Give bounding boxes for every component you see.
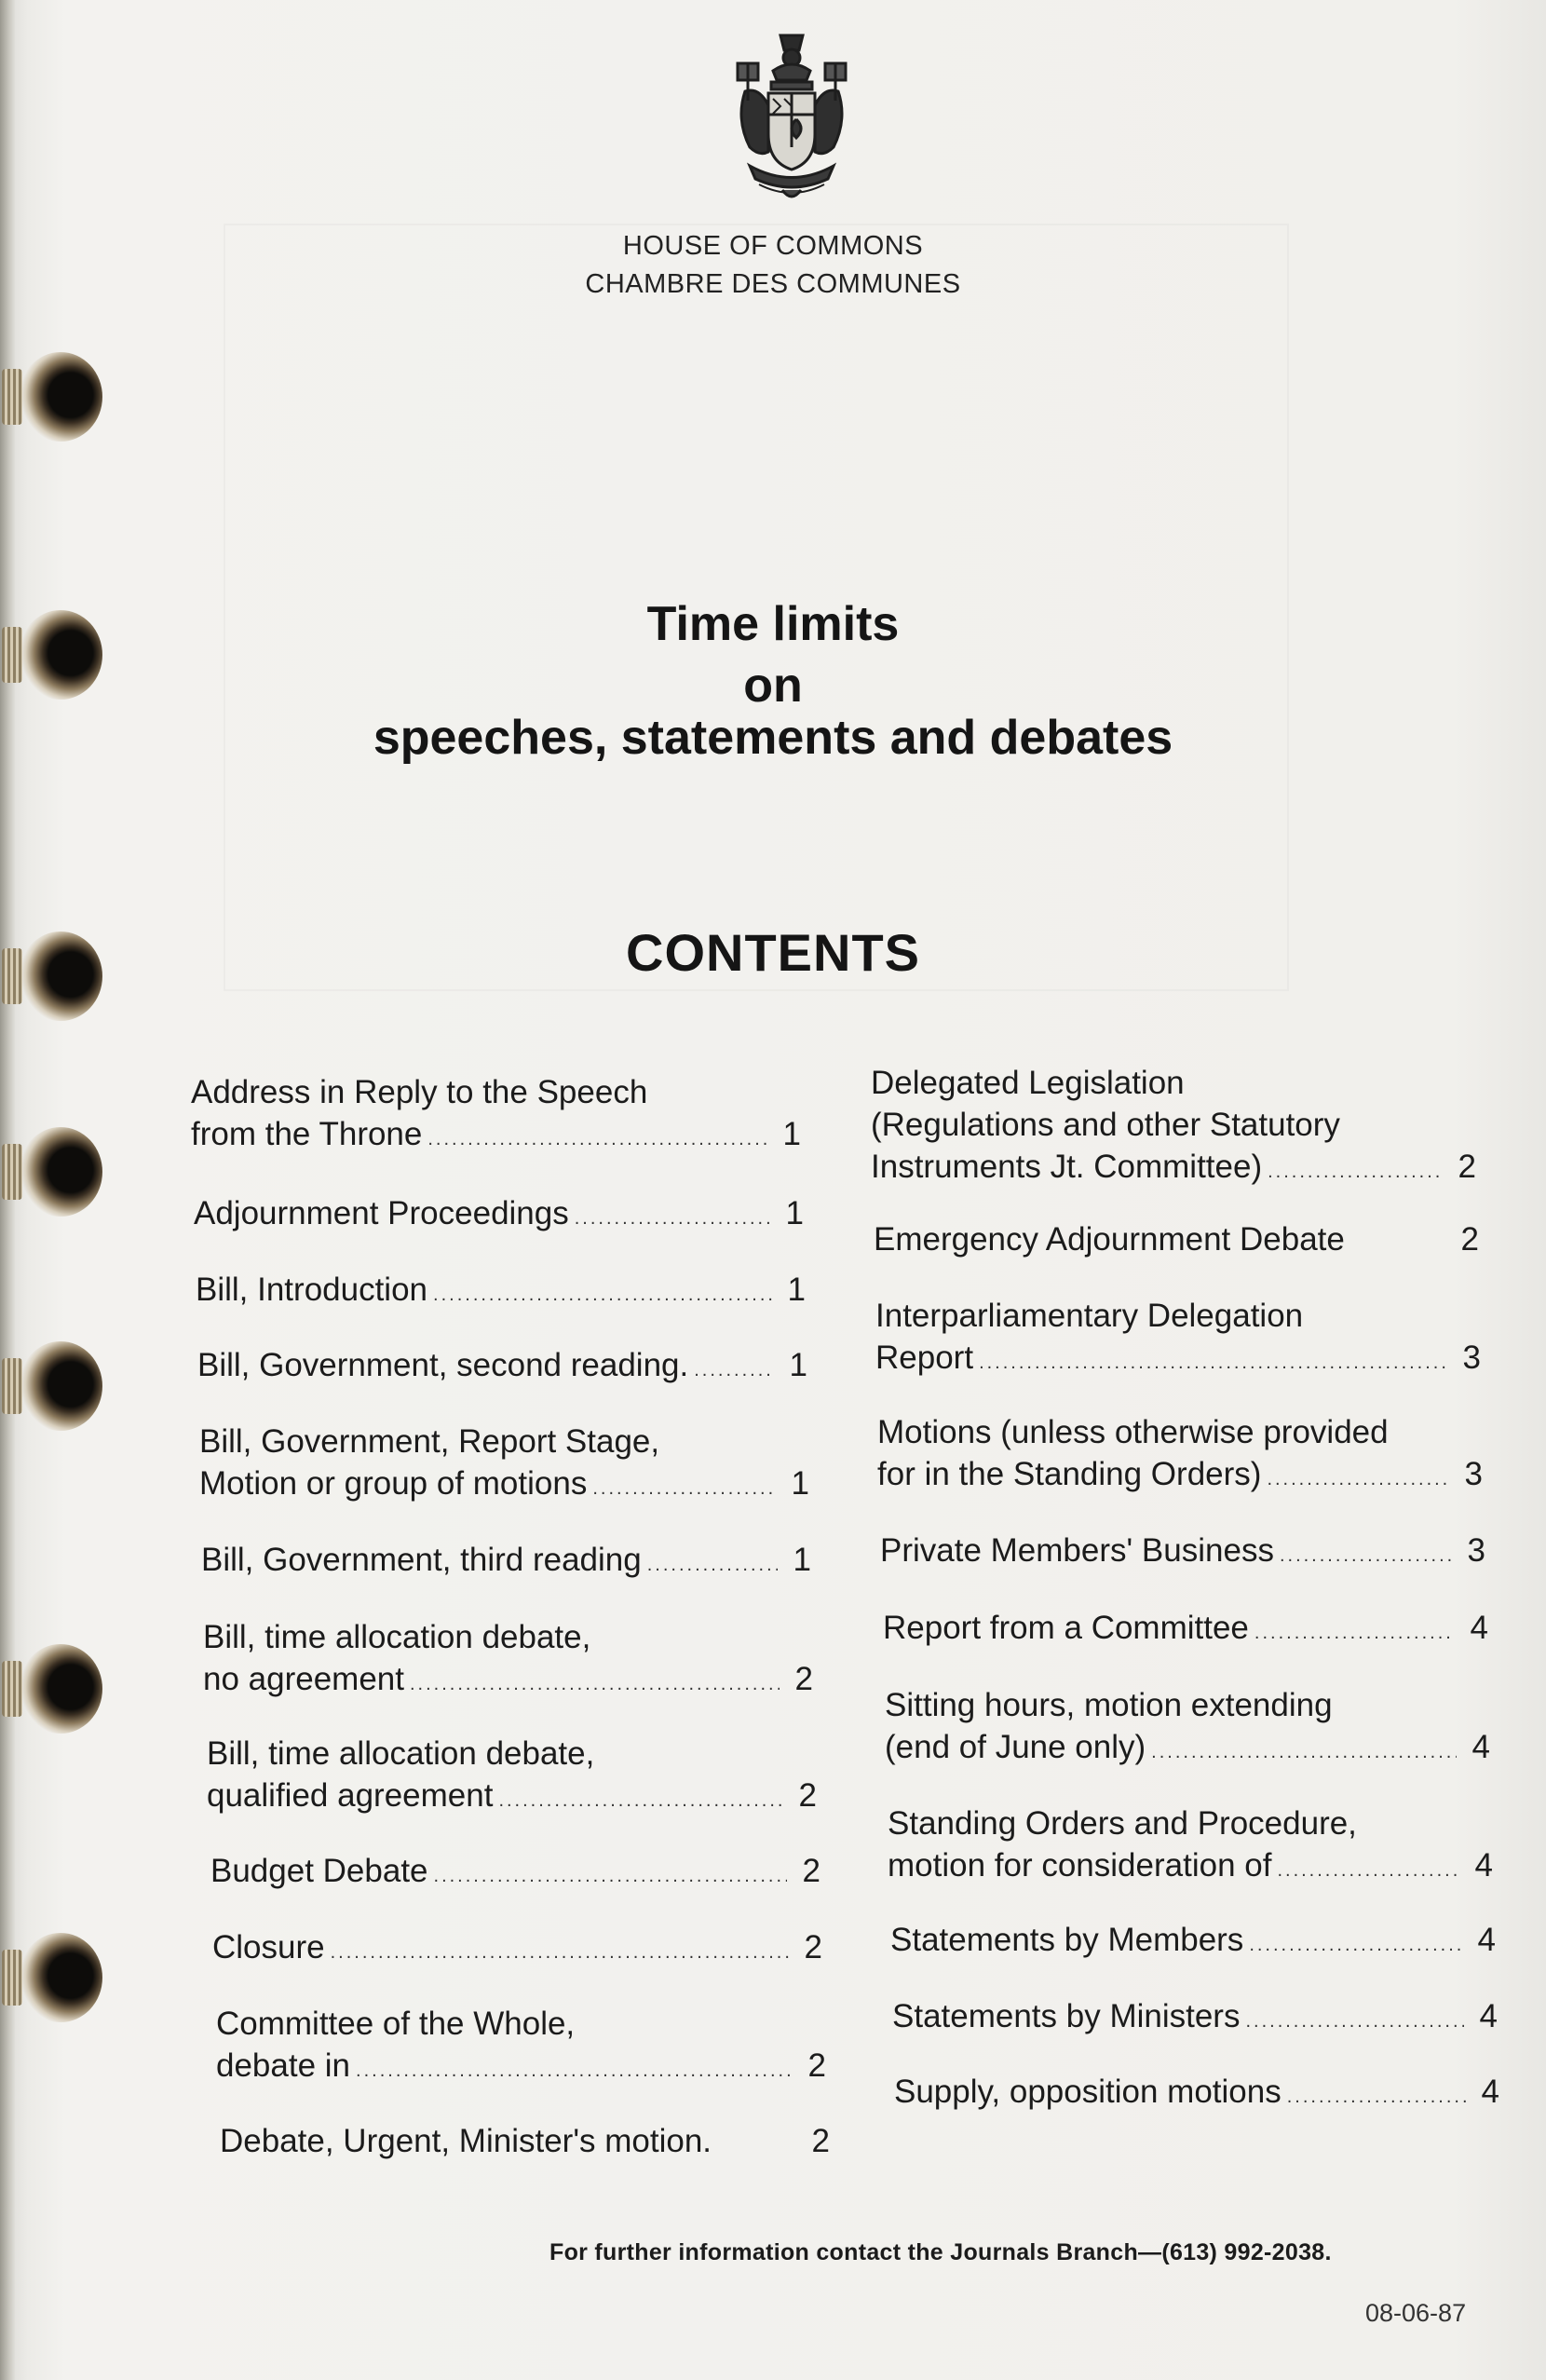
toc-entry-label: Supply, opposition motions xyxy=(894,2074,1282,2110)
toc-entry[interactable] xyxy=(883,1607,1488,1654)
toc-page-number: 2 xyxy=(798,1777,817,1814)
coat-of-arms-icon xyxy=(717,26,866,212)
toc-entry-line: Delegated Legislation xyxy=(871,1065,1185,1101)
dot-leader xyxy=(1245,2001,1464,2043)
dot-leader xyxy=(410,1664,780,1706)
title-line-1: Time limits xyxy=(646,597,900,651)
toc-entry-line: Bill, time allocation debate, xyxy=(207,1735,595,1772)
toc-entry-label: Bill, Introduction xyxy=(196,1272,428,1308)
toc-entry-label: Adjournment Proceedings xyxy=(194,1195,569,1231)
toc-page-number: 1 xyxy=(787,1272,806,1308)
toc-entry-label: qualified agreement xyxy=(207,1777,494,1814)
document-date: 08-06-87 xyxy=(1365,2299,1467,2327)
toc-entry-label: motion for consideration of xyxy=(888,1847,1272,1884)
dot-leader xyxy=(647,1544,778,1586)
header-line-english: HOUSE OF COMMONS xyxy=(622,231,924,261)
toc-entry[interactable] xyxy=(191,1071,801,1161)
toc-entry-line: Bill, time allocation debate, xyxy=(203,1619,591,1655)
title-line-3: speeches, statements and debates xyxy=(373,711,1173,765)
toc-page-number: 2 xyxy=(1458,1149,1476,1185)
toc-entry[interactable] xyxy=(871,1062,1476,1193)
toc-page-number: 2 xyxy=(1460,1221,1479,1258)
toc-entry-label: Report from a Committee xyxy=(883,1610,1249,1646)
toc-page-number: 3 xyxy=(1462,1340,1481,1376)
toc-entry-line: Interparliamentary Delegation xyxy=(875,1298,1304,1334)
dot-leader xyxy=(1254,1612,1455,1654)
toc-page-number: 4 xyxy=(1479,1998,1498,2034)
toc-page-number: 1 xyxy=(785,1195,804,1231)
toc-entry-line: Motions (unless otherwise provided xyxy=(877,1414,1389,1450)
toc-page-number: 2 xyxy=(802,1853,820,1889)
toc-entry-label: from the Throne xyxy=(191,1116,423,1152)
toc-entry[interactable] xyxy=(875,1295,1481,1384)
toc-entry[interactable] xyxy=(890,1919,1496,1966)
dot-leader xyxy=(979,1342,1447,1384)
dot-leader xyxy=(1277,1850,1459,1892)
dot-leader xyxy=(1267,1459,1449,1501)
toc-entry-label: no agreement xyxy=(203,1661,404,1697)
binder-hole xyxy=(19,352,102,442)
toc-entry[interactable] xyxy=(199,1421,809,1510)
dot-leader xyxy=(356,2050,793,2092)
toc-entry-label: for in the Standing Orders) xyxy=(877,1456,1262,1492)
dot-leader xyxy=(427,1119,767,1161)
toc-entry[interactable] xyxy=(194,1192,804,1240)
toc-page-number: 4 xyxy=(1470,1610,1488,1646)
header-line-french: CHAMBRE DES COMMUNES xyxy=(585,269,961,299)
toc-page-number: 4 xyxy=(1477,1922,1496,1958)
toc-entry-label: (end of June only) xyxy=(885,1729,1146,1765)
toc-entry-line: Bill, Government, Report Stage, xyxy=(199,1423,660,1460)
toc-entry-label: Emergency Adjournment Debate xyxy=(874,1221,1345,1258)
toc-page-number: 2 xyxy=(794,1661,813,1697)
toc-entry[interactable] xyxy=(220,2120,830,2168)
toc-entry-label: Bill, Government, third reading xyxy=(201,1542,642,1578)
toc-entry-label: Statements by Members xyxy=(890,1922,1244,1958)
toc-entry[interactable] xyxy=(885,1684,1490,1774)
toc-entry[interactable] xyxy=(877,1411,1483,1501)
dot-leader xyxy=(575,1198,770,1240)
dot-leader xyxy=(694,1350,774,1392)
dot-leader xyxy=(331,1932,789,1974)
dot-leader xyxy=(1287,2076,1466,2118)
contents-heading: CONTENTS xyxy=(626,923,920,982)
toc-entry[interactable] xyxy=(212,1926,822,1974)
toc-page-number: 1 xyxy=(791,1465,809,1502)
dot-leader xyxy=(1268,1151,1443,1193)
toc-entry-line: Sitting hours, motion extending xyxy=(885,1687,1333,1723)
toc-entry[interactable] xyxy=(888,1802,1493,1892)
toc-entry[interactable] xyxy=(210,1850,820,1897)
toc-page-number: 1 xyxy=(793,1542,811,1578)
toc-entry[interactable] xyxy=(880,1530,1485,1577)
toc-entry-label: Private Members' Business xyxy=(880,1532,1274,1569)
toc-entry[interactable] xyxy=(874,1218,1479,1266)
toc-page-number: 2 xyxy=(811,2123,830,2159)
toc-entry-label: Instruments Jt. Committee) xyxy=(871,1149,1263,1185)
toc-entry-label: Statements by Ministers xyxy=(892,1998,1241,2034)
dot-leader xyxy=(433,1274,772,1316)
toc-entry-line: Standing Orders and Procedure, xyxy=(888,1805,1357,1842)
toc-page-number: 3 xyxy=(1467,1532,1485,1569)
toc-page-number: 4 xyxy=(1474,1847,1493,1884)
toc-entry-line: Address in Reply to the Speech xyxy=(191,1074,648,1110)
toc-entry[interactable] xyxy=(216,2003,826,2092)
binder-hole xyxy=(19,1341,102,1431)
toc-entry[interactable] xyxy=(207,1733,817,1822)
binder-hole xyxy=(19,1127,102,1217)
footer-contact: For further information contact the Journals Branch—(613) 992-2038. xyxy=(549,2239,1332,2265)
toc-entry-line: Committee of the Whole, xyxy=(216,2006,576,2042)
dot-leader xyxy=(1249,1924,1462,1966)
toc-entry-line: (Regulations and other Statutory xyxy=(871,1107,1340,1143)
toc-entry[interactable] xyxy=(196,1269,806,1316)
binder-hole xyxy=(19,1933,102,2022)
dot-leader xyxy=(434,1856,787,1897)
toc-page-number: 2 xyxy=(807,2047,826,2084)
toc-entry[interactable] xyxy=(894,2071,1499,2118)
dot-leader xyxy=(1151,1732,1457,1774)
dot-leader xyxy=(592,1468,776,1510)
toc-page-number: 3 xyxy=(1464,1456,1483,1492)
toc-entry[interactable] xyxy=(201,1539,811,1586)
toc-entry-label: Debate, Urgent, Minister's motion. xyxy=(220,2123,712,2159)
toc-entry[interactable] xyxy=(197,1344,807,1392)
toc-entry-label: Budget Debate xyxy=(210,1853,428,1889)
toc-page-number: 4 xyxy=(1471,1729,1490,1765)
toc-page-number: 1 xyxy=(782,1116,801,1152)
toc-entry[interactable] xyxy=(892,1995,1498,2043)
toc-entry-label: Motion or group of motions xyxy=(199,1465,588,1502)
toc-page-number: 4 xyxy=(1481,2074,1499,2110)
dot-leader xyxy=(1280,1535,1452,1577)
toc-entry[interactable] xyxy=(203,1616,813,1706)
toc-entry-label: Bill, Government, second reading. xyxy=(197,1347,689,1383)
toc-entry-label: Report xyxy=(875,1340,974,1376)
toc-entry-label: debate in xyxy=(216,2047,351,2084)
toc-entry-label: Closure xyxy=(212,1929,325,1965)
toc-page-number: 2 xyxy=(804,1929,822,1965)
binder-hole xyxy=(19,1644,102,1734)
toc-page-number: 1 xyxy=(789,1347,807,1383)
dot-leader xyxy=(498,1780,783,1822)
title-line-2: on xyxy=(743,659,803,713)
